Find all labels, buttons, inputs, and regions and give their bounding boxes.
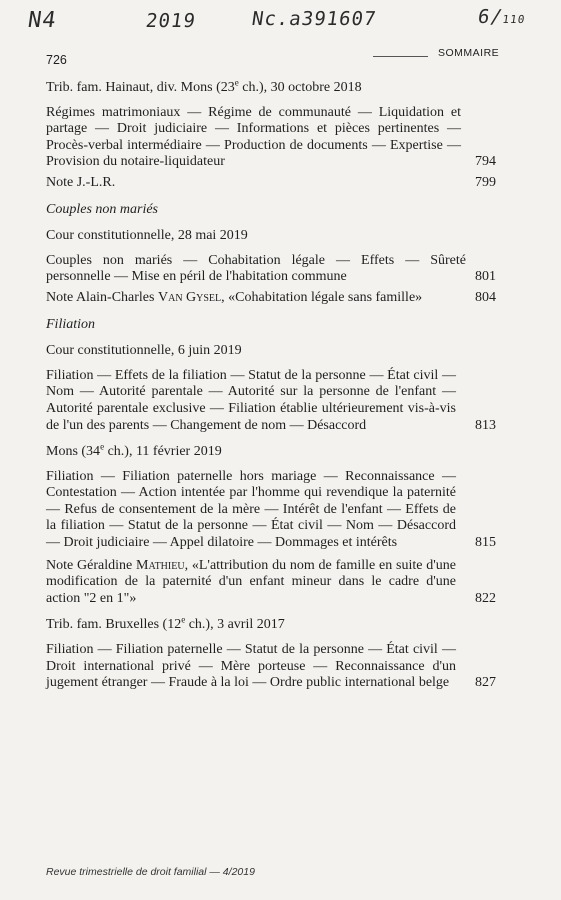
- handwritten-annotations: [0, 4, 561, 38]
- note-page-ref: 804: [475, 289, 496, 305]
- note-entry: [46, 558, 496, 608]
- keywords: Régimes matrimoniaux — Régime de communauté — Liquidation et partage — Droit judiciaire — Informations et pièces pertinentes — Procès-verbal intermédiaire — Production de documents — Expertise — Provision du notaire-liquidateur: [46, 104, 461, 170]
- contents-list: [46, 77, 496, 702]
- court-heading: Cour constitutionnelle, 28 mai 2019: [46, 228, 248, 244]
- note-entry: [46, 290, 496, 307]
- court-name: Trib. fam. Hainaut, div. Mons (23: [46, 80, 235, 95]
- entry-hainaut: [46, 77, 496, 192]
- note-page-ref: 799: [475, 174, 496, 190]
- court-date: ch.), 30 octobre 2018: [238, 80, 362, 95]
- keywords: Filiation — Filiation paternelle hors mariage — Reconnaissance — Contestation — Action intentée par l'homme qui revendique la paternité — Refus de consentement de la mère — Intérêt de l'enfant — Effets de la filiation — Statut de la personne — État civil — Nom — Désaccord — Droit judiciaire — Appel dilatoire — Dommages et intérêts: [46, 468, 456, 551]
- entry-mons: [46, 441, 496, 607]
- entry-cour-const-2: [46, 343, 496, 434]
- note-prefix: Note Alain-Charles: [46, 289, 158, 305]
- journal-footer: Revue trimestrielle de droit familial — 4/2019: [46, 866, 255, 878]
- keywords-entry: [46, 105, 496, 171]
- handwritten-reference: Nc.a391607: [250, 8, 378, 30]
- court-heading: [46, 441, 496, 461]
- court-sup: e: [100, 441, 105, 452]
- entry-bruxelles: [46, 614, 496, 691]
- court-name: Mons (34: [46, 444, 101, 460]
- note-text: [46, 290, 422, 307]
- running-header: SOMMAIRE: [438, 47, 500, 59]
- court-heading: Cour constitutionnelle, 6 juin 2019: [46, 343, 242, 359]
- keywords: Filiation — Effets de la filiation — Statut de la personne — État civil — Nom — Autorité parentale — Autorité sur la personne de l'enfant — Autorité parentale exclusive — Filiation établie ultérieurement vis-à-vis de l'un des parents — Changement de nom — Désaccord: [46, 367, 456, 433]
- court-sup: e: [181, 614, 186, 625]
- handwritten-mark-1: N4: [26, 8, 59, 33]
- keywords: Filiation — Filiation paternelle — Statut de la personne — État civil — Droit international privé — Mère porteuse — Reconnaissance d'un jugement étranger — Fraude à la loi — Ordre public international belge: [46, 642, 456, 691]
- note-title: , «L'attribution du nom de famille en suite d'une modification de la paternité d'un enfant mineur dans le cadre d'une action "2 en 1"»: [46, 557, 456, 606]
- court-name: Trib. fam. Bruxelles (12: [46, 617, 182, 633]
- court-heading: [46, 77, 496, 97]
- court-sup: e: [234, 77, 239, 88]
- note-prefix: Note Géraldine: [46, 557, 137, 573]
- note-author: Mathieu: [136, 557, 185, 573]
- keywords: Couples non mariés — Cohabitation légale — Effets — Sûreté personnelle — Mise en péril de l'habitation commune: [46, 252, 466, 285]
- note-text: Note J.-L.R.: [46, 174, 116, 190]
- note-author: Van Gysel: [157, 289, 222, 305]
- section-heading-couples: Couples non mariés: [46, 201, 158, 217]
- keywords-entry: [46, 642, 496, 692]
- page-ref: 801: [475, 269, 496, 285]
- court-date: ch.), 11 février 2019: [104, 444, 222, 460]
- keywords-entry: [46, 253, 496, 286]
- note-page-ref: 822: [475, 590, 496, 606]
- handwritten-year: 2019: [144, 10, 198, 32]
- handwritten-fraction: [476, 6, 527, 28]
- entry-cour-const-1: [46, 228, 496, 306]
- page-number: 726: [46, 53, 67, 67]
- note-entry: [46, 175, 496, 192]
- court-heading: [46, 614, 496, 634]
- handwritten-fraction-num: 6/: [476, 6, 505, 28]
- page-ref: 813: [475, 417, 496, 433]
- page-ref: 794: [475, 154, 496, 170]
- court-date: ch.), 3 avril 2017: [185, 617, 285, 633]
- header-rule: [373, 56, 428, 57]
- note-title: , «Cohabitation légale sans famille»: [221, 289, 423, 305]
- handwritten-fraction-den: 110: [501, 13, 527, 26]
- keywords-entry: [46, 368, 496, 434]
- page-ref: 827: [475, 675, 496, 691]
- page-ref: 815: [475, 535, 496, 551]
- keywords-entry: [46, 469, 496, 552]
- section-heading-filiation: Filiation: [46, 316, 95, 332]
